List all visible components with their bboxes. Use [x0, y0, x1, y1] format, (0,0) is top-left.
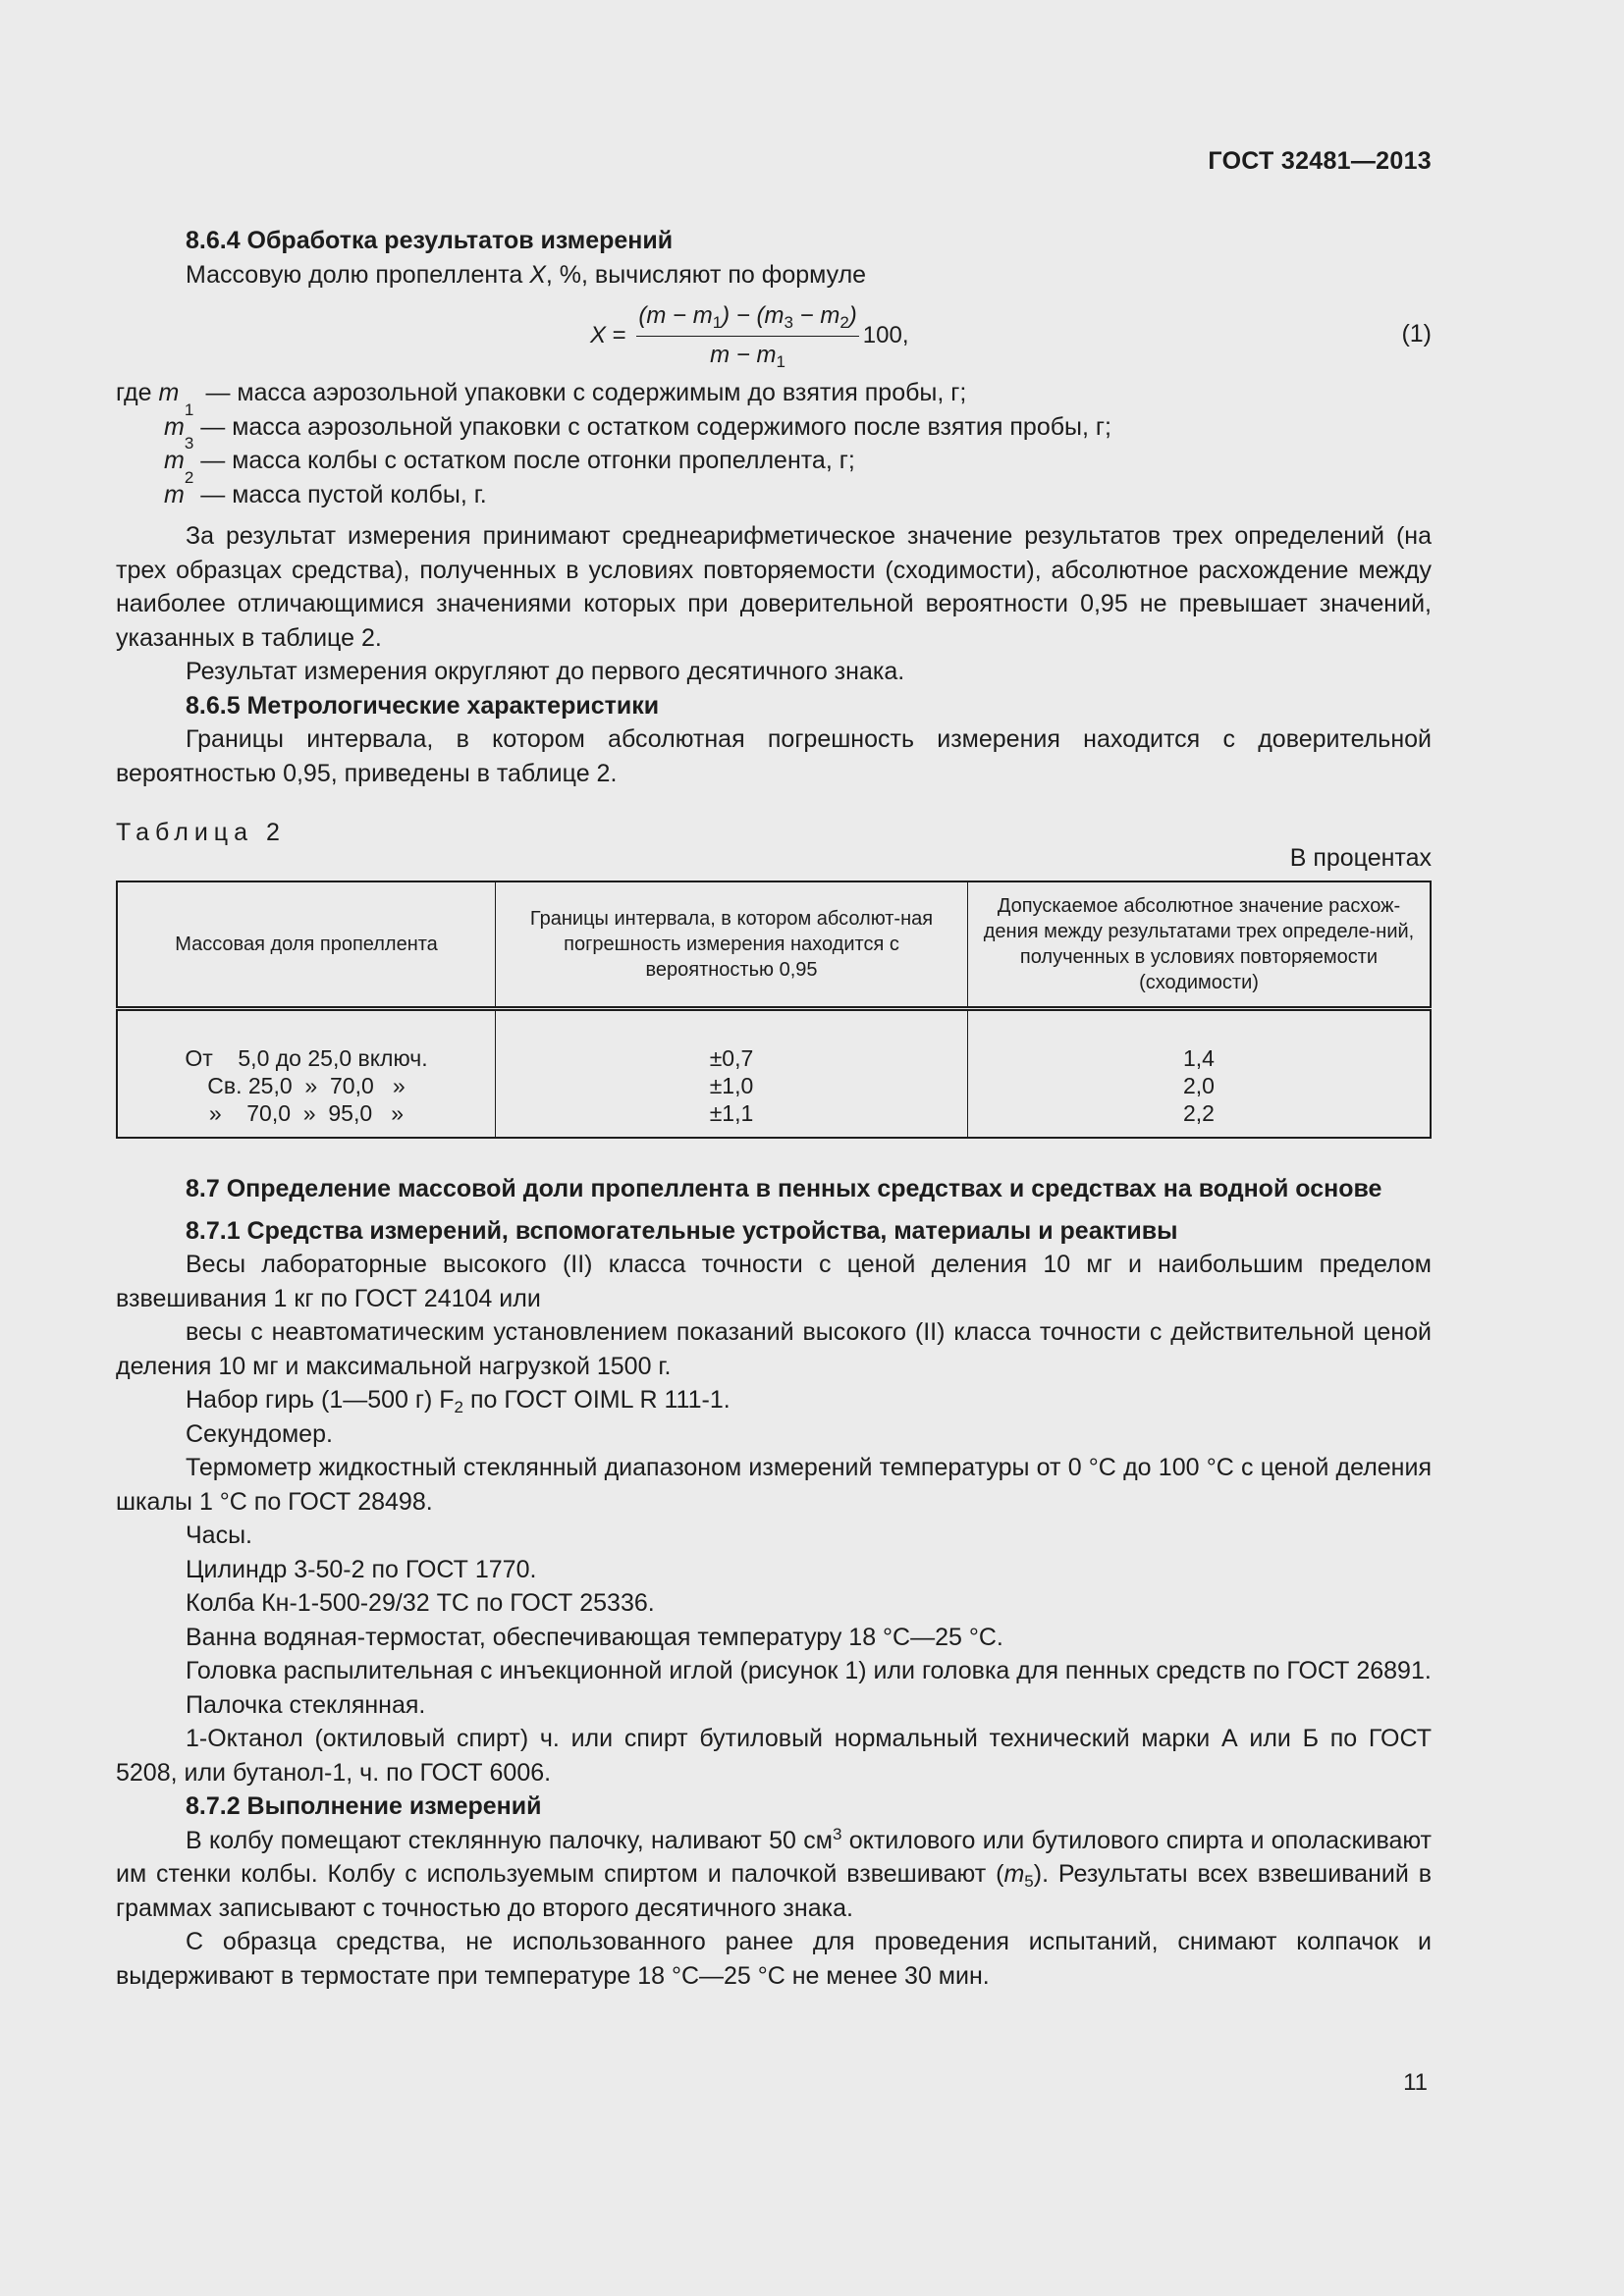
page-content	[116, 224, 1432, 1993]
paragraph-octanol: 1-Октанол (октиловый спирт) ч. или спирт бутиловый нормальный технический марки А или Б по ГОСТ 5208, или бутанол-1, ч. по ГОСТ 6006.	[116, 1725, 1432, 1787]
paragraph-water-bath: Ванна водяная-термостат, обеспечивающая температуру 18 °С—25 °С.	[186, 1623, 1003, 1651]
paragraph-flask: Колба Кн-1-500-29/32 ТС по ГОСТ 25336.	[186, 1589, 655, 1617]
table-row	[117, 1009, 1431, 1139]
paragraph-cylinder: Цилиндр 3-50-2 по ГОСТ 1770.	[186, 1555, 537, 1583]
paragraph-scales-2: весы с неавтоматическим установлением показаний высокого (II) класса точности с действительной ценой деления 10 мг и максимальной нагрузкой 1500 г.	[116, 1318, 1432, 1380]
table-cell: От 5,0 до 25,0 включ. Св. 25,0 » 70,0 » » 70,0 » 95,0 »	[117, 1009, 496, 1139]
formula-denominator: $m - m_1$	[710, 341, 785, 371]
table-cell: ±0,7 ±1,0 ±1,1	[496, 1009, 968, 1139]
paragraph-scales-1: Весы лабораторные высокого (II) класса точности с ценой деления 10 мг и наибольшим пределом взвешивания 1 кг по ГОСТ 24104 или	[116, 1251, 1432, 1312]
table-header-cell: Массовая доля пропеллента	[117, 881, 496, 1009]
table-unit: В процентах	[1289, 844, 1432, 872]
table-2	[116, 881, 1432, 1139]
formula-lhs: X	[590, 321, 607, 348]
table-caption: Таблица 2	[116, 819, 286, 846]
table-header-cell: Границы интервала, в котором абсолют-ная погрешность измерения находится с вероятностью 0,95	[496, 881, 968, 1009]
formula-numerator: $(m - m_1) - (m_3 - m_2)$	[636, 299, 858, 337]
document-code: ГОСТ 32481—2013	[1208, 147, 1432, 175]
formula-factor: 100,	[862, 321, 909, 348]
paragraph-procedure-2: С образца средства, не использованного ранее для проведения испытаний, снимают колпачок и выдерживают в термостате при температуре 18 °С—25 °С не менее 30 мин.	[116, 1928, 1432, 1990]
formula-expression	[590, 299, 909, 372]
section-8-7-2-title: 8.7.2 Выполнение измерений	[186, 1792, 542, 1820]
page-number: 11	[1403, 2069, 1428, 2096]
formula-1	[116, 294, 1432, 376]
paragraph-procedure-1: В колбу помещают стеклянную палочку, наливают 50 $см^3$ октилового или бутилового спирта и ополаскивают им стенки колбы. Колбу с используемым спиртом и палочкой взвешивают $(m_5)$. Результаты всех взвешиваний в граммах записывают с точностью до второго десятичного знака.	[116, 1824, 1432, 1922]
paragraph-clock: Часы.	[186, 1522, 252, 1549]
formula-intro: Массовую долю пропеллента X, %, вычисляют по формуле	[186, 260, 867, 289]
variable-definitions	[116, 376, 1432, 511]
paragraph-spray-head: Головка распылительная с инъекционной иглой (рисунок 1) или головка для пенных средств по ГОСТ 26891.	[186, 1657, 1432, 1684]
formula-number: (1)	[1401, 320, 1432, 347]
table-cell: 1,4 2,0 2,2	[968, 1009, 1432, 1139]
section-8-6-5-title: 8.6.5 Метрологические характеристики	[186, 691, 660, 720]
paragraph-rounding: Результат измерения округляют до первого десятичного знака.	[186, 658, 905, 685]
section-8-7-1-title: 8.7.1 Средства измерений, вспомогательные устройства, материалы и реактивы	[186, 1216, 1178, 1245]
table-header-cell: Допускаемое абсолютное значение расхож-дения между результатами трех определе-ний, полученных в условиях повторяемости (сходимости)	[968, 881, 1432, 1009]
table-header-row	[117, 881, 1431, 1009]
section-8-6-4-title: 8.6.4 Обработка результатов измерений	[186, 227, 674, 254]
table-2-caption-row	[116, 816, 1432, 877]
definition-m3: m 3 — масса колбы с остатком после отгонки пропеллента, г;	[164, 434, 855, 474]
paragraph-result: За результат измерения принимают среднеарифметическое значение результатов трех определений (на трех образцах средства), полученных в условиях повторяемости (сходимости), абсолютное расхождение между наиболее отличающимися значениями которых при доверительной вероятности 0,95 не превышает значений, указанных в таблице 2.	[116, 522, 1432, 652]
definition-m2: m 2 — масса пустой колбы, г.	[164, 467, 487, 508]
paragraph-weights: Набор гирь (1—500 г) $F_2$ по ГОСТ OIML R 111-1.	[186, 1386, 731, 1416]
paragraph-stopwatch: Секундомер.	[186, 1419, 333, 1448]
definition-m: где m — масса аэрозольной упаковки с содержимым до взятия пробы, г;	[116, 379, 967, 406]
definition-m1: m 1 — масса аэрозольной упаковки с остатком содержимого после взятия пробы, г;	[164, 400, 1111, 441]
paragraph-thermometer: Термометр жидкостный стеклянный диапазоном измерений температуры от 0 °С до 100 °С с ценой деления шкалы 1 °С по ГОСТ 28498.	[116, 1454, 1432, 1516]
paragraph-metrology: Границы интервала, в котором абсолютная погрешность измерения находится с доверительной вероятностью 0,95, приведены в таблице 2.	[116, 725, 1432, 787]
section-8-7-title: 8.7 Определение массовой доли пропеллента в пенных средствах и средствах на водной основе	[186, 1175, 1382, 1202]
formula-fraction	[636, 299, 858, 372]
formula-equals: =	[606, 321, 633, 348]
paragraph-glass-rod: Палочка стеклянная.	[186, 1690, 426, 1719]
